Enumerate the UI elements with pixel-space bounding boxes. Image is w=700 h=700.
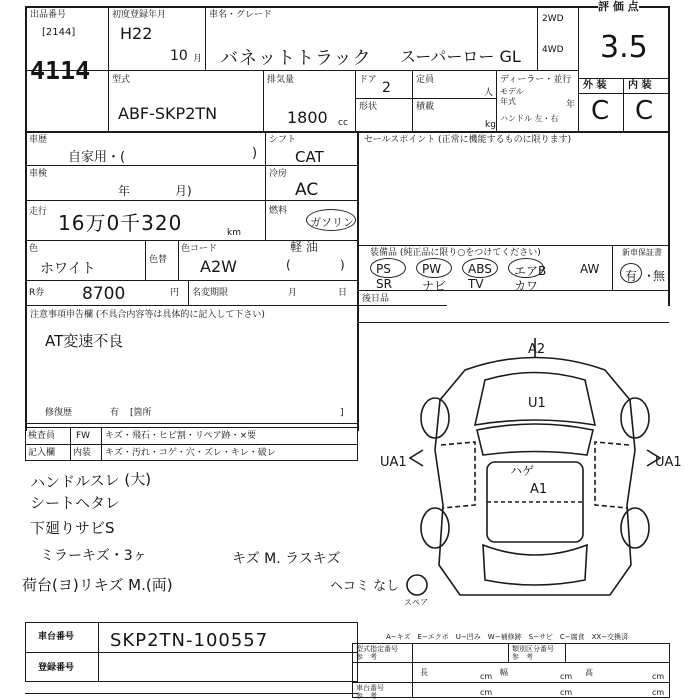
aircon-value: AC [295, 180, 319, 200]
first-reg-label: 初度登録年月 [112, 10, 167, 20]
model-name-label: 車名・グレード [209, 10, 273, 20]
note-5: 荷台(ヨ)リキズ M.(両) [22, 576, 173, 594]
model-code: ABF-SKP2TN [118, 104, 218, 123]
equipment-item: TV [468, 277, 484, 291]
equipment-circle [508, 258, 547, 278]
equipment-item: SR [376, 277, 392, 291]
equipment-circle [370, 258, 406, 278]
diagram-front-mark: A2 [528, 342, 546, 357]
equipment-circle [462, 258, 498, 278]
caution-text: AT変速不良 [45, 332, 124, 350]
note-4: ミラーキズ・3ヶ [40, 548, 147, 564]
lot-number: 4114 [30, 56, 91, 85]
first-reg-month: 10 [170, 48, 188, 64]
rating-label: 評 価 点 [598, 0, 639, 13]
listing-no-small: [2144] [42, 27, 76, 38]
listing-no-label: 出品番号 [30, 10, 67, 20]
mileage-value: 16万0千320 [58, 211, 183, 235]
top-border [25, 6, 669, 8]
equipment-item: カワ [514, 279, 539, 293]
diagram-roof-mark-2: A1 [530, 482, 548, 497]
equipment-item: エアB [514, 264, 547, 278]
model-name: バネットトラック [220, 48, 372, 69]
history-value: 自家用・( [68, 150, 126, 165]
note-2: シートヘタレ [30, 494, 121, 512]
damage-legend: A−キズ E−エクボ U−凹み W−補修跡 S−サビ C−腐食 XX−交換済 [386, 633, 629, 641]
equipment-item: AW [580, 262, 600, 276]
fuel-gasoline-circle [306, 209, 356, 231]
equipment-label: 装備品 (純正品に限り○をつけてください) [370, 248, 541, 258]
sales-point-label: セールスポイント (正常に機能するものに限ります) [364, 135, 572, 145]
caution-label: 注意事項申告欄 (不具合内容等は具体的に記入して下さい) [30, 310, 265, 320]
first-reg-year: H22 [120, 24, 153, 43]
recycle-amount: 8700 [82, 284, 126, 304]
color-value: ホワイト [40, 261, 96, 277]
equipment-item: PS [376, 262, 391, 276]
note-3: 下廻りサビS [30, 519, 115, 537]
fuel-gasoline: ガソリン [310, 216, 354, 229]
diagram-roof-mark: ハゲ [510, 464, 535, 478]
fuel-diesel: 軽 油 [290, 240, 318, 254]
shift-value: CAT [295, 148, 324, 166]
note-7: ヘコミ なし [330, 579, 400, 594]
diagram-hood-mark: U1 [528, 396, 546, 411]
note-6: キズ M. ラスキズ [232, 551, 341, 567]
displacement: 1800 [287, 108, 328, 127]
diagram-right-mark: UA1 [655, 455, 682, 470]
vehicle-damage-diagram [395, 330, 680, 620]
rating-value: 3.5 [600, 30, 648, 65]
note-1: ハンドルスレ (大) [29, 469, 152, 493]
interior-grade: C [635, 96, 654, 126]
spare-label: スペア [404, 598, 428, 607]
equipment-circle [416, 258, 452, 278]
chassis-number: SKP2TN-100557 [110, 630, 269, 651]
equipment-item: ナビ [422, 279, 447, 293]
diagram-left-mark: UA1 [380, 455, 407, 470]
right-border [668, 6, 670, 306]
grade: スーパーロー GL [400, 47, 521, 66]
color-code: A2W [200, 257, 237, 276]
doors: 2 [382, 80, 391, 96]
exterior-grade: C [591, 96, 610, 126]
equipment-item: ABS [468, 262, 492, 276]
equipment-item: PW [422, 262, 442, 276]
